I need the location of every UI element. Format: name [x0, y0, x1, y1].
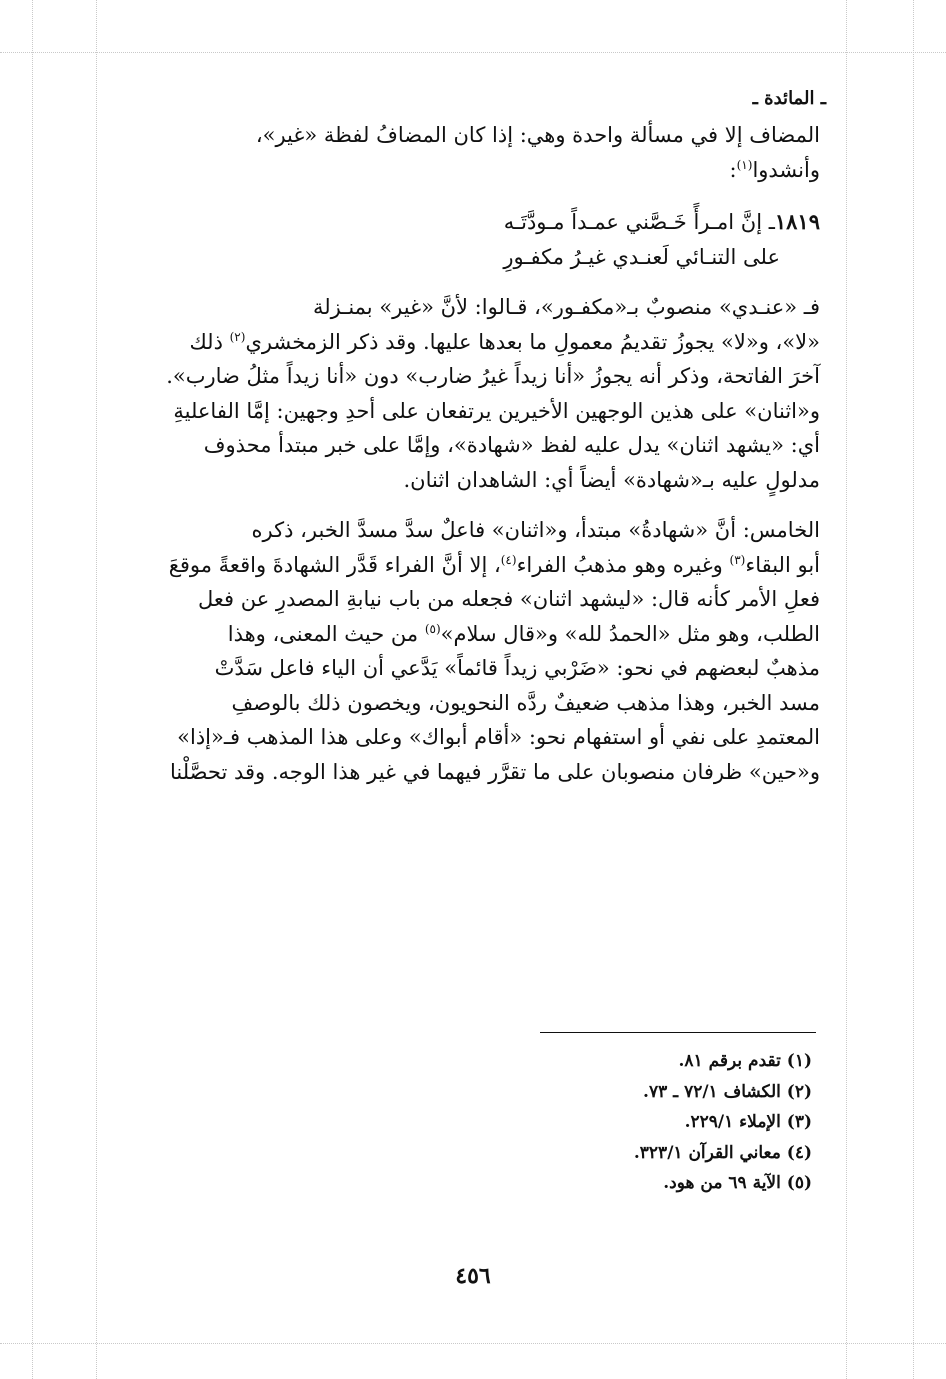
footnote-ref[interactable]: (٥) — [424, 621, 441, 636]
text-line: المعتمدِ على نفي أو استفهام نحو: «أقام أبواك» وعلى هذا المذهب فـ«إذا» — [177, 725, 820, 749]
text-line: المضاف إلا في مسألة واحدة وهي: إذا كان المضافُ لفظة «غير»، — [255, 123, 820, 147]
scan-guide-line — [0, 52, 946, 53]
text-line: أي: «يشهد اثنان» يدل عليه لفظ «شهادة»، وإمَّا على خبر مبتدأ محذوف — [203, 433, 820, 457]
footnote-ref[interactable]: (٤) — [500, 552, 517, 567]
text-line: مدلولٍ عليه بـ«شهادة» أيضاً أي: الشاهدان اثنان. — [403, 467, 820, 492]
footnote-ref[interactable]: (٢) — [229, 329, 246, 344]
verse-number: ١٨١٩ — [774, 209, 820, 234]
footnote-ref[interactable]: (١) — [736, 157, 753, 172]
text-line: و«اثنان» على هذين الوجهين الأخيرين يرتفعان على أحدِ وجهين: إمَّا الفاعليةِ — [173, 398, 820, 423]
text-line: «لا»، و«لا» يجوزُ تقديمُ معمولِ ما بعدها عليها. وقد ذكر الزمخشري$^{(٢)}$ ذلك — [189, 329, 820, 354]
text-line: آخرَ الفاتحة، وذكر أنه يجوزُ «أنا زيداً غيرُ ضارب» دون «أنا زيداً مثلُ ضارب». — [166, 364, 820, 388]
footnote-item: (٥) الآية ٦٩ من هود. — [663, 1173, 812, 1193]
page-number: ٤٥٦ — [455, 1263, 491, 1289]
footnote-item: (٣) الإملاء ٢٢٩/١. — [684, 1112, 812, 1132]
text-line: و«حين» ظرفان منصوبان على ما تقرَّر فيهما في غير هذا الوجه. وقد تحصَّلْنا — [169, 759, 820, 784]
running-header: ـ المائدة ـ — [752, 88, 826, 109]
text-line: وأنشدوا$^{(١)}$: — [729, 157, 820, 182]
verse-line: على التنـائي لَعنـدي غيـرُ مكفـورِ — [503, 244, 780, 269]
scan-guide-line — [96, 0, 97, 1379]
text-line: أبو البقاء$^{(٣)}$ وغيره وهو مذهبُ الفراء$^{(٤)}$، إلا أنَّ الفراء قَدَّر الشهادةَ واقعةً موقعَ — [168, 552, 820, 577]
main-text — [100, 118, 820, 789]
text-line: الخامس: أنَّ «شهادةُ» مبتدأ، و«اثنان» فاعلٌ سدَّ مسدَّ الخبر، ذكره — [251, 518, 820, 542]
text-line: مسد الخبر، وهذا مذهب ضعيفٌ ردَّه النحويون، ويخصون ذلك بالوصفِ — [231, 690, 820, 715]
scan-guide-line — [32, 0, 33, 1379]
footnote-item: (١) تقدم برقم ٨١. — [678, 1051, 812, 1071]
text-line: فعلِ الأمر كأنه قال: «ليشهد اثنان» فجعله من باب نيابةِ المصدرِ عن فعل — [197, 587, 820, 611]
text-line: فـ «عنـدي» منصوبٌ بـ«مكفـور»، قـالوا: لأنَّ «غير» بمنـزلة — [312, 295, 820, 319]
footnote-item: (٢) الكشاف ٧٢/١ ـ ٧٣. — [643, 1081, 812, 1102]
text-line: الطلب، وهو مثل «الحمدُ لله» و«قال سلام»$^{(٥)}$ من حيث المعنى، وهذا — [227, 621, 820, 646]
verse-line: ١٨١٩ـ إنَّ امـرأً خَـصَّني عمـداً مـودَّتَـه — [503, 209, 820, 234]
text-line: مذهبٌ لبعضهم في نحو: «ضَرْبي زيداً قائماً» يَدَّعي أن الياء فاعل سَدَّتْ — [214, 656, 820, 680]
scan-guide-line — [0, 1343, 946, 1344]
scan-guide-line — [913, 0, 914, 1379]
footnote-ref[interactable]: (٣) — [729, 552, 746, 567]
footnote-divider — [540, 1032, 816, 1033]
footnote-item: (٤) معاني القرآن ٣٢٣/١. — [633, 1142, 812, 1163]
footnotes — [412, 1046, 812, 1199]
scan-guide-line — [846, 0, 847, 1379]
